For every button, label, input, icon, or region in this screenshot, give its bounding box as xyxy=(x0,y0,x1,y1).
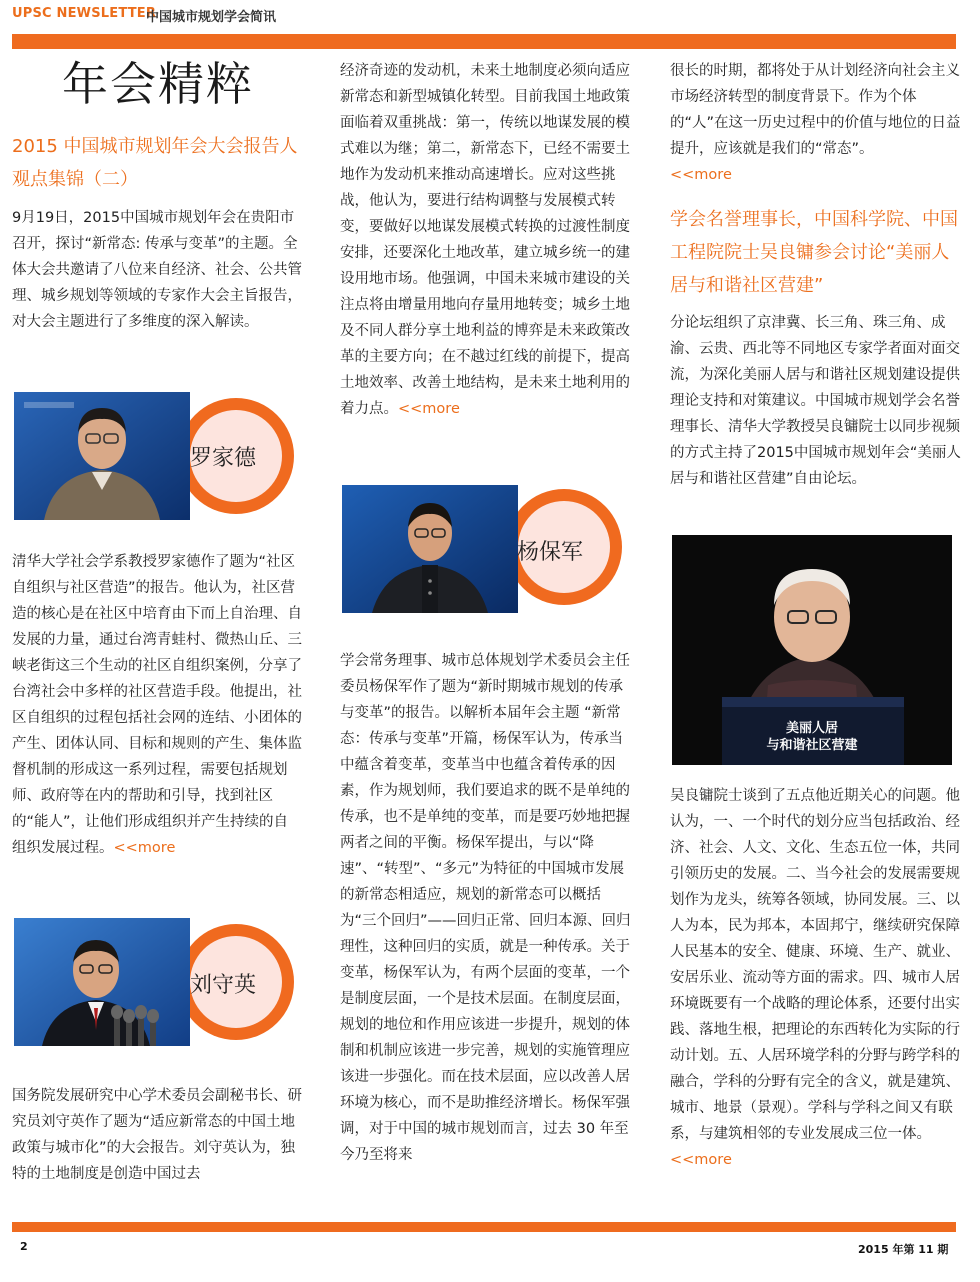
liu-text-part1: 国务院发展研究中心学术委员会副秘书长、研究员刘守英作了题为“适应新常态的中国土地政策与城市化”的大会报告。刘守英认为，独特的土地制度是创造中国过去 xyxy=(12,1088,302,1182)
liu-name-label: 刘守英 xyxy=(190,973,257,998)
yang-text-block-1 xyxy=(340,648,632,1168)
luo-more-link[interactable]: <<more xyxy=(113,840,176,856)
liu-photo xyxy=(14,918,190,1046)
yang-text-part1: 学会常务理事、城市总体规划学术委员会主任委员杨保军作了题为“新时期城市规划的传承与变革”的报告。以解析本届年会主题 “新常态：传承与变革”开篇，杨保军认为，传承当中蕴含着变革，变革当中也蕴含着传承的因素，作为规划师，我们要追求的既不是单纯的传承，也不是单纯的变革，而是要巧妙地把握两者之间的平衡。杨保军提出，与以“降速”、“转型”、“多元”为特征的中国城市发展的新常态相适应，规划的新常态可以概括为“三个回归”——回归正常、回归本源、回归理性，这种回归的实质，就是一种传承。关于变革，杨保军认为，有两个层面的变革，一个是制度层面，一个是技术层面。在制度层面，规划的地位和作用应该进一步提升，规划的体制和机制应该进一步完善，规划的实施管理应该进一步强化。而在技术层面，应以改善人居环境为核心，而不是助推经济增长。杨保军强调，对于中国的城市规划而言，过去 30 年至今乃至将来 xyxy=(340,653,631,1163)
article2-body xyxy=(670,783,964,1173)
portrait-liu-image xyxy=(14,918,190,1046)
article1-intro-text: 9月19日，2015中国城市规划年会在贵阳市召开，探讨“新常态: 传承与变革”的主题。全体大会共邀请了八位来自经济、社会、公共管理、城乡规划等领域的专家作大会主旨报告，对大会主题进行了多维度的深入解读。 xyxy=(12,210,302,330)
article2-headline: 学会名誉理事长，中国科学院、中国工程院院士吴良镛参会讨论“美丽人居与和谐社区营建” xyxy=(670,209,958,296)
footer-bar xyxy=(12,1222,956,1232)
luo-photo xyxy=(14,392,190,520)
yang-name-label: 杨保军 xyxy=(517,540,584,565)
article2-body-text: 吴良镛院士谈到了五点他近期关心的问题。他认为，一、一个时代的划分应当包括政治、经济、社会、人文、文化、生态五位一体，共同引领历史的发展。二、当今社会的发展需要规划作为龙头，统筹各领域，协同发展。三、以人为本，民为邦本，本固邦宁，继续研究保障人民基本的安全、健康、环境、生产、就业、安居乐业、流动等方面的需求。四、城市人居环境既要有一个战略的理论体系，还要付出实践、落地生根，把理论的东西转化为实际的行动计划。五、人居环境学科的分野与跨学科的融合，学科的分野有完全的含义，就是建筑、城市、地景（景观）。学科与学科之间又有联系，与建筑相邻的专业发展成三位一体。 xyxy=(670,788,960,1142)
wu-photo-caption-1: 美丽人居 xyxy=(785,721,838,736)
luo-text-block xyxy=(12,549,302,861)
yang-photo xyxy=(342,485,518,613)
liu-text-block-2 xyxy=(340,58,632,422)
section-title: 年会精粹 xyxy=(62,57,254,111)
wu-photo xyxy=(672,535,952,765)
liu-text-part2: 经济奇迹的发动机，未来土地制度必须向适应新常态和新型城镇化转型。目前我国土地政策面临着双重挑战：第一，传统以地谋发展的模式难以为继；第二，新常态下，已经不需要土地作为发动机来推动高速增长。应对这些挑战，他认为，要进行结构调整与发展模式转变，要做好以地谋发展模式转换的过渡性制度安排，还要深化土地改革，建立城乡统一的建设用地市场。他强调，中国未来城市建设的关注点将由增量用地向存量用地转变；城乡土地及不同人群分享土地利益的博弈是未来政策改革的主要方向；在不越过红线的前提下，提高土地效率、改善土地结构，是未来土地利用的着力点。 xyxy=(340,63,630,417)
newsletter-subtitle: 中国城市规划学会简讯 xyxy=(146,10,277,25)
yang-text-block-2 xyxy=(670,58,964,188)
portrait-luo-image xyxy=(14,392,190,520)
liu-text-block-1 xyxy=(12,1083,302,1187)
article2-intro-text: 分论坛组织了京津冀、长三角、珠三角、成渝、云贵、西北等不同地区专家学者面对面交流，为深化美丽人居与和谐社区规划建设提供理论支持和对策建议。中国城市规划学会名誉理事长、清华大学教授吴良镛院士以同步视频的方式主持了2015中国城市规划年会“美丽人居与和谐社区营建”自由论坛。 xyxy=(670,315,961,487)
newsletter-brand: UPSC NEWSLETTER xyxy=(12,6,157,21)
luo-text: 清华大学社会学系教授罗家德作了题为“社区自组织与社区营造”的报告。他认为，社区营造的核心是在社区中培育由下而上自治理、自发展的力量，通过台湾青蛙村、微热山丘、三峡老街这三个生动的社区自组织案例，分享了台湾社会中多样的社区营造手段。他提出，社区自组织的过程包括社会网的连结、小团体的产生、团体认同、目标和规则的产生、集体监督机制的形成这一系列过程，需要包括规划师、政府等在内的帮助和引导，找到社区的“能人”，让他们形成组织并产生持续的自组织发展过程。 xyxy=(12,554,302,856)
liu-more-link[interactable]: <<more xyxy=(398,401,460,417)
issue-label: 2015 年第 11 期 xyxy=(858,1243,949,1256)
yang-text-part2: 很长的时期，都将处于从计划经济向社会主义市场经济转型的制度背景下。作为个体的“人”在这一历史过程中的价值与地位的日益提升，应该就是我们的“常态”。 xyxy=(670,63,961,157)
page-number: 2 xyxy=(20,1240,28,1253)
wu-more-link[interactable]: <<more xyxy=(670,1152,732,1168)
yang-more-link[interactable]: <<more xyxy=(670,167,732,183)
article1-headline: 2015 中国城市规划年会大会报告人观点集锦（二） xyxy=(12,136,298,190)
article2-intro xyxy=(670,310,964,492)
luo-name-label: 罗家德 xyxy=(190,446,257,471)
wu-photo-caption-2: 与和谐社区营建 xyxy=(766,738,858,753)
header-bar xyxy=(12,34,956,49)
portrait-yang-image xyxy=(342,485,518,613)
article1-intro xyxy=(12,205,302,335)
